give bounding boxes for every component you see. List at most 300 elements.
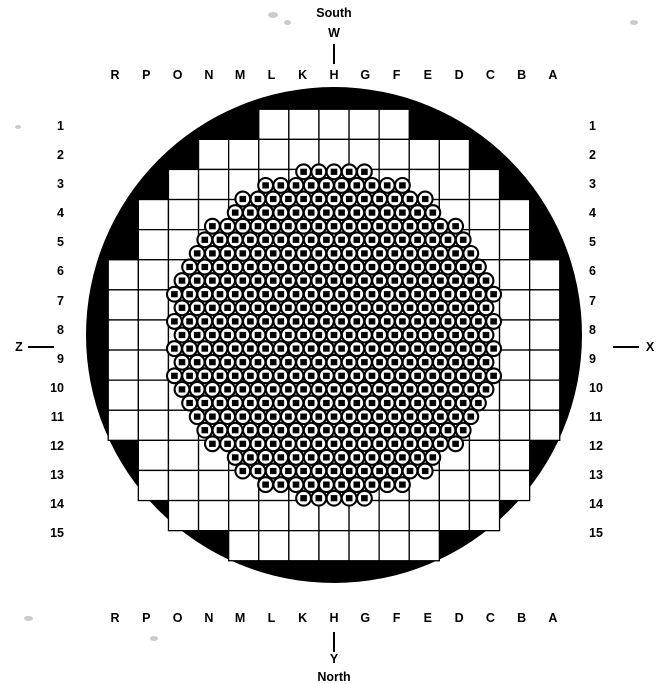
die-site (108, 260, 138, 290)
pad-label-glyph (255, 359, 262, 365)
pad-label-glyph (224, 223, 231, 229)
pad-label-glyph (346, 223, 353, 229)
die-site (229, 139, 259, 169)
pad-label-glyph (338, 482, 345, 488)
die-site (108, 320, 138, 350)
die-site (259, 501, 289, 531)
pad-label-glyph (468, 250, 475, 256)
pad-label-glyph (452, 278, 459, 284)
pad-label-glyph (262, 291, 269, 297)
pad-label-glyph (392, 305, 399, 311)
pad-label-glyph (285, 278, 292, 284)
pad-label-glyph (270, 386, 277, 392)
pad-label-glyph (490, 318, 497, 324)
pad-label-glyph (278, 264, 285, 270)
column-label: M (234, 68, 246, 82)
die-site (409, 139, 439, 169)
pad-label-glyph (384, 454, 391, 460)
pad-label-glyph (361, 169, 368, 175)
axis-label-w: W (328, 25, 340, 40)
pad-label-glyph (369, 400, 376, 406)
pad-label-glyph (483, 359, 490, 365)
column-label: R (110, 68, 120, 82)
pad-label-glyph (270, 441, 277, 447)
pad-label-glyph (255, 278, 262, 284)
pad-label-glyph (376, 278, 383, 284)
pad-label-glyph (194, 359, 201, 365)
pad-label-glyph (346, 441, 353, 447)
pad-label-glyph (490, 373, 497, 379)
pad-label-glyph (430, 291, 437, 297)
die-site (500, 440, 530, 470)
pad-label-glyph (392, 386, 399, 392)
die-site (439, 470, 469, 500)
pad-label-glyph (361, 359, 368, 365)
die-site (530, 350, 560, 380)
pad-label-glyph (468, 359, 475, 365)
pad-label-glyph (392, 359, 399, 365)
pad-label-glyph (475, 346, 482, 352)
pad-label-glyph (384, 427, 391, 433)
pad-label-glyph (270, 196, 277, 202)
pad-label-glyph (384, 373, 391, 379)
pad-label-glyph (361, 250, 368, 256)
print-speck (630, 20, 638, 25)
pad-label-glyph (483, 332, 490, 338)
pad-label-glyph (422, 223, 429, 229)
pad-label-glyph (293, 346, 300, 352)
pad-label-glyph (437, 305, 444, 311)
pad-label-glyph (384, 237, 391, 243)
pad-label-glyph (376, 305, 383, 311)
pad-label-glyph (202, 291, 209, 297)
column-label: D (454, 68, 464, 82)
pad-label-glyph (202, 373, 209, 379)
pad-label-glyph (293, 182, 300, 188)
pad-label-glyph (369, 318, 376, 324)
row-label: 13 (50, 468, 64, 483)
pad-label-glyph (392, 223, 399, 229)
die-site (439, 139, 469, 169)
die-site (349, 531, 379, 561)
pad-label-glyph (460, 400, 467, 406)
pad-label-glyph (316, 278, 323, 284)
row-label: 8 (589, 322, 596, 337)
die-site (439, 501, 469, 531)
pad-label-glyph (331, 332, 338, 338)
pad-label-glyph (338, 346, 345, 352)
die-site (319, 109, 349, 139)
column-label: O (172, 68, 183, 82)
column-label: G (360, 68, 371, 82)
pad-label-glyph (171, 373, 178, 379)
pad-label-glyph (460, 264, 467, 270)
pad-label-glyph (255, 305, 262, 311)
pad-label-glyph (483, 386, 490, 392)
row-label: 9 (589, 351, 596, 366)
pad-label-glyph (278, 427, 285, 433)
pad-label-glyph (232, 264, 239, 270)
pad-label-glyph (285, 359, 292, 365)
row-label: 12 (589, 439, 603, 454)
pad-label-glyph (217, 373, 224, 379)
pad-label-glyph (316, 332, 323, 338)
die-site (168, 501, 198, 531)
pad-label-glyph (209, 223, 216, 229)
die-site (199, 501, 229, 531)
pad-label-glyph (437, 223, 444, 229)
pad-label-glyph (437, 250, 444, 256)
row-label: 10 (589, 380, 603, 395)
axis-tick-left (28, 346, 54, 348)
pad-label-glyph (331, 169, 338, 175)
pad-label-glyph (308, 237, 315, 243)
pad-label-glyph (354, 373, 361, 379)
pad-label-glyph (460, 237, 467, 243)
pad-label-glyph (361, 441, 368, 447)
wafer-map (84, 85, 584, 585)
pad-label-glyph (316, 386, 323, 392)
pad-label-glyph (331, 196, 338, 202)
die-site (500, 350, 530, 380)
pad-label-glyph (171, 318, 178, 324)
pad-label-glyph (422, 250, 429, 256)
pad-label-glyph (262, 373, 269, 379)
pad-label-glyph (278, 346, 285, 352)
die-site (108, 290, 138, 320)
pad-label-glyph (361, 196, 368, 202)
die-site (108, 350, 138, 380)
pad-label-glyph (278, 318, 285, 324)
die-site (379, 139, 409, 169)
die-site (168, 169, 198, 199)
pad-label-glyph (452, 250, 459, 256)
axis-tick-bottom (333, 632, 335, 652)
pad-label-glyph (361, 332, 368, 338)
pad-label-glyph (300, 414, 307, 420)
pad-label-glyph (354, 291, 361, 297)
pad-label-glyph (278, 373, 285, 379)
die-site (409, 531, 439, 561)
die-site (199, 139, 229, 169)
row-label: 11 (589, 409, 603, 424)
die-site (259, 109, 289, 139)
pad-label-glyph (240, 359, 247, 365)
pad-label-glyph (202, 346, 209, 352)
pad-label-glyph (232, 346, 239, 352)
pad-label-glyph (323, 291, 330, 297)
pad-label-glyph (361, 305, 368, 311)
pad-label-glyph (338, 237, 345, 243)
pad-label-glyph (399, 264, 406, 270)
die-site (469, 200, 499, 230)
row-label: 2 (589, 148, 596, 163)
pad-label-glyph (452, 305, 459, 311)
pad-label-glyph (308, 291, 315, 297)
die-site (500, 380, 530, 410)
pad-label-glyph (452, 359, 459, 365)
pad-label-glyph (270, 250, 277, 256)
column-labels-bottom (108, 611, 560, 625)
pad-label-glyph (407, 414, 414, 420)
pad-label-glyph (232, 237, 239, 243)
pad-label-glyph (179, 359, 186, 365)
pad-label-glyph (232, 400, 239, 406)
die-site (469, 470, 499, 500)
pad-label-glyph (240, 223, 247, 229)
die-site (379, 109, 409, 139)
pad-label-glyph (285, 196, 292, 202)
die-site (439, 169, 469, 199)
pad-label-glyph (300, 495, 307, 501)
pad-label-glyph (331, 278, 338, 284)
pad-label-glyph (262, 400, 269, 406)
pad-label-glyph (354, 182, 361, 188)
die-site (379, 501, 409, 531)
pad-label-glyph (437, 278, 444, 284)
print-speck (15, 125, 21, 129)
pad-label-glyph (293, 210, 300, 216)
pad-label-glyph (293, 318, 300, 324)
pad-label-glyph (300, 359, 307, 365)
pad-label-glyph (202, 427, 209, 433)
pad-label-glyph (399, 346, 406, 352)
pad-label-glyph (293, 264, 300, 270)
row-label: 14 (50, 497, 64, 512)
column-label: O (172, 611, 183, 625)
pad-label-glyph (224, 441, 231, 447)
column-label: L (267, 68, 276, 82)
print-speck (24, 616, 33, 621)
pad-label-glyph (475, 373, 482, 379)
pad-label-glyph (399, 400, 406, 406)
pad-label-glyph (346, 250, 353, 256)
die-site (199, 169, 229, 199)
pad-label-glyph (316, 223, 323, 229)
pad-label-glyph (316, 250, 323, 256)
pad-label-glyph (255, 386, 262, 392)
pad-label-glyph (369, 264, 376, 270)
column-label: L (267, 611, 276, 625)
pad-label-glyph (490, 346, 497, 352)
pad-label-glyph (354, 237, 361, 243)
die-site (138, 470, 168, 500)
pad-label-glyph (346, 359, 353, 365)
row-label: 5 (589, 235, 596, 250)
die-site (500, 290, 530, 320)
pad-label-glyph (430, 237, 437, 243)
pad-label-glyph (445, 291, 452, 297)
die-site (500, 320, 530, 350)
pad-label-glyph (452, 386, 459, 392)
die-site (379, 531, 409, 561)
pad-label-glyph (300, 196, 307, 202)
pad-label-glyph (194, 305, 201, 311)
pad-label-glyph (392, 468, 399, 474)
row-labels-right (589, 112, 615, 548)
pad-label-glyph (247, 427, 254, 433)
pad-label-glyph (179, 332, 186, 338)
column-label: G (360, 611, 371, 625)
pad-label-glyph (262, 237, 269, 243)
pad-label-glyph (293, 400, 300, 406)
column-label: C (485, 68, 495, 82)
pad-label-glyph (300, 441, 307, 447)
pad-label-glyph (369, 482, 376, 488)
pad-label-glyph (475, 291, 482, 297)
pad-label-glyph (217, 318, 224, 324)
die-site (168, 200, 198, 230)
pad-label-glyph (323, 237, 330, 243)
pad-label-glyph (270, 359, 277, 365)
pad-label-glyph (346, 278, 353, 284)
pad-label-glyph (186, 318, 193, 324)
pad-label-glyph (255, 223, 262, 229)
pad-label-glyph (422, 332, 429, 338)
pad-label-glyph (278, 400, 285, 406)
pad-label-glyph (285, 250, 292, 256)
pad-label-glyph (209, 332, 216, 338)
pad-label-glyph (209, 414, 216, 420)
row-label: 15 (50, 526, 64, 541)
pad-label-glyph (240, 332, 247, 338)
pad-label-glyph (232, 210, 239, 216)
pad-label-glyph (460, 318, 467, 324)
pad-label-glyph (323, 400, 330, 406)
pad-label-glyph (186, 400, 193, 406)
pad-label-glyph (361, 468, 368, 474)
pad-label-glyph (452, 332, 459, 338)
compass-label-north: North (317, 669, 351, 684)
pad-label-glyph (414, 454, 421, 460)
die-site (138, 410, 168, 440)
pad-label-glyph (278, 210, 285, 216)
die-site (530, 410, 560, 440)
pad-label-glyph (422, 468, 429, 474)
pad-label-glyph (247, 291, 254, 297)
pad-label-glyph (270, 332, 277, 338)
pad-label-glyph (407, 441, 414, 447)
pad-label-glyph (217, 346, 224, 352)
die-site (168, 440, 198, 470)
row-label: 14 (589, 497, 603, 512)
pad-label-glyph (209, 305, 216, 311)
die-site (530, 380, 560, 410)
pad-label-glyph (338, 182, 345, 188)
pad-label-glyph (346, 169, 353, 175)
pad-label-glyph (445, 318, 452, 324)
pad-label-glyph (293, 291, 300, 297)
pad-label-glyph (376, 414, 383, 420)
die-site (138, 440, 168, 470)
column-label: M (234, 611, 246, 625)
pad-label-glyph (194, 278, 201, 284)
pad-label-glyph (224, 359, 231, 365)
pad-label-glyph (323, 210, 330, 216)
pad-label-glyph (407, 305, 414, 311)
pad-label-glyph (346, 386, 353, 392)
pad-label-glyph (240, 386, 247, 392)
die-site (530, 320, 560, 350)
row-label: 7 (589, 293, 596, 308)
pad-label-glyph (414, 291, 421, 297)
pad-label-glyph (422, 196, 429, 202)
pad-label-glyph (338, 318, 345, 324)
pad-label-glyph (186, 346, 193, 352)
pad-label-glyph (354, 482, 361, 488)
pad-label-glyph (475, 400, 482, 406)
die-site (108, 410, 138, 440)
pad-label-glyph (490, 291, 497, 297)
pad-label-glyph (407, 386, 414, 392)
pad-label-glyph (300, 278, 307, 284)
die-site (138, 320, 168, 350)
column-label: E (423, 611, 432, 625)
pad-label-glyph (262, 482, 269, 488)
pad-label-glyph (247, 318, 254, 324)
column-label: E (423, 68, 432, 82)
pad-label-glyph (422, 386, 429, 392)
pad-label-glyph (414, 318, 421, 324)
pad-label-glyph (247, 237, 254, 243)
pad-label-glyph (384, 291, 391, 297)
column-label: R (110, 611, 120, 625)
pad-label-glyph (308, 264, 315, 270)
pad-label-glyph (407, 196, 414, 202)
pad-label-glyph (414, 427, 421, 433)
pad-label-glyph (308, 427, 315, 433)
column-label: D (454, 611, 464, 625)
pad-label-glyph (194, 414, 201, 420)
pad-label-glyph (369, 182, 376, 188)
pad-label-glyph (285, 386, 292, 392)
pad-label-glyph (437, 359, 444, 365)
pad-label-glyph (399, 237, 406, 243)
pad-label-glyph (346, 305, 353, 311)
pad-label-glyph (460, 346, 467, 352)
pad-label-glyph (331, 414, 338, 420)
pad-label-glyph (331, 495, 338, 501)
pad-label-glyph (430, 318, 437, 324)
pad-label-glyph (247, 264, 254, 270)
pad-label-glyph (323, 318, 330, 324)
pad-label-glyph (354, 318, 361, 324)
pad-label-glyph (354, 427, 361, 433)
die-site (199, 470, 229, 500)
pad-label-glyph (232, 373, 239, 379)
pad-label-glyph (399, 482, 406, 488)
axis-tick-right (613, 346, 639, 348)
pad-label-glyph (331, 250, 338, 256)
pad-label-glyph (399, 318, 406, 324)
pad-label-glyph (232, 291, 239, 297)
pad-label-glyph (255, 414, 262, 420)
pad-label-glyph (483, 278, 490, 284)
column-label: H (329, 68, 339, 82)
pad-label-glyph (179, 278, 186, 284)
row-label: 10 (50, 380, 64, 395)
pad-label-glyph (240, 441, 247, 447)
pad-label-glyph (171, 291, 178, 297)
pad-label-glyph (217, 291, 224, 297)
pad-label-glyph (300, 223, 307, 229)
pad-label-glyph (354, 346, 361, 352)
row-label: 9 (57, 351, 64, 366)
die-site (500, 410, 530, 440)
pad-label-glyph (361, 278, 368, 284)
row-label: 4 (589, 206, 596, 221)
pad-label-glyph (202, 400, 209, 406)
